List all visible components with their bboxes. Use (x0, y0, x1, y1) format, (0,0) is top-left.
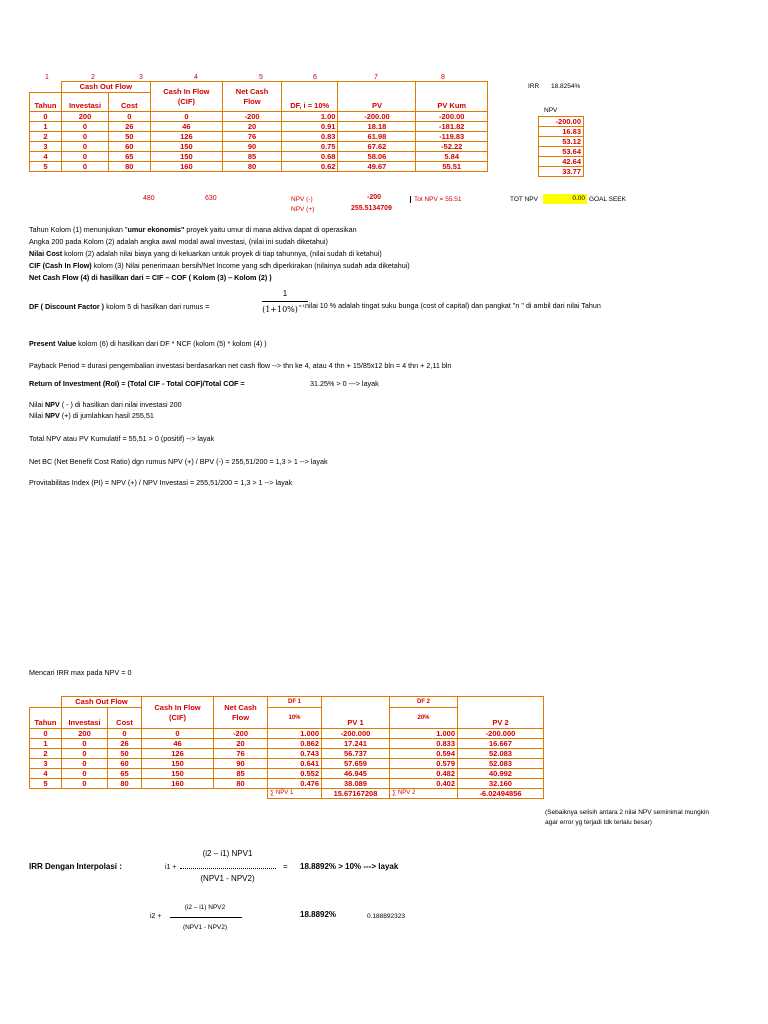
interp-bar-1 (180, 868, 276, 869)
df-exponent: n-1 (299, 303, 305, 308)
text-nilai-cost: Nilai Cost kolom (2) adalah nilai biaya yang di keluarkan untuk proyek di tiap tahunnya, (nilai sudah di ketahui) (29, 249, 382, 258)
table-row: -200.00 (539, 117, 584, 127)
header-cost: Cost (108, 93, 150, 112)
tot-npv-label: TOT NPV (510, 196, 538, 203)
text-angka-200: Angka 200 pada Kolom (2) adalah angka awal modal awal investasi, (nilai ini sudah diketahui) (29, 237, 328, 246)
table-row: 16.83 (539, 127, 584, 137)
table-row: 3 0 60 150 90 0.641 57.659 0.579 52.083 (30, 759, 544, 769)
header-pv-kum: PV Kum (416, 82, 488, 112)
text-npv-neg: Nilai NPV ( - ) di hasilkan dari nilai investasi 200 (29, 400, 182, 409)
npv-pos-value: 255.5134709 (351, 205, 392, 212)
col-number-2: 2 (91, 74, 95, 81)
header-cash-out-flow: Cash Out Flow (62, 697, 142, 708)
header-investasi: Investasi (62, 708, 108, 729)
interp-eq-1: = (283, 862, 288, 871)
interp-raw-2: 0.188892323 (367, 913, 405, 920)
investment-table (29, 81, 488, 172)
irr-value: 18.8254% (551, 83, 581, 90)
header-df2-rate: 20% (390, 708, 458, 729)
text-present-value: Present Value kolom (6) di hasilkan dari DF * NCF (kolom (5) * kolom (4) ) (29, 339, 267, 348)
table-row: 2 0 50 126 76 0.83 61.98 -119.83 (30, 132, 488, 142)
text-tahun: Tahun Kolom (1) menunjukan "umur ekonomis" proyek yaitu umur di mana aktiva dapat di operasikan (29, 225, 357, 234)
table-row: 53.12 (539, 137, 584, 147)
i2-term: i2 + (150, 913, 162, 920)
text-df-explain: nilai 10 % adalah tingat suku bunga (cost of capital) dan pangkat "n " di ambil dari nilai Tahun (305, 301, 601, 310)
col-number-7: 7 (374, 74, 378, 81)
sum-npv1-label: ∑ NPV 1 (268, 789, 322, 799)
table-row: 1 0 26 46 20 0.862 17.241 0.833 16.667 (30, 739, 544, 749)
col-number-4: 4 (194, 74, 198, 81)
tot-npv-value[interactable]: 0.00 (543, 194, 587, 204)
header-df2: DF 2 (390, 697, 458, 708)
table-row: 2 0 50 126 76 0.743 56.737 0.594 52.083 (30, 749, 544, 759)
goal-seek-label: GOAL SEEK (589, 196, 626, 203)
sum-npv1-value: 15.67167208 (322, 789, 390, 799)
text-pi: Provitabilitas Index (PI) = NPV (+) / NPV Investasi = 255,51/200 = 1,3 > 1 --> layak (29, 478, 293, 487)
header-investasi: Investasi (62, 93, 109, 112)
text-net-bc: Net BC (Net Benefit Cost Ratio) dgn rumus NPV (+) / BPV (-) = 255,51/200 = 1,3 > 1 --> layak (29, 457, 328, 466)
npv-side-table (538, 116, 584, 177)
header-pv1: PV 1 (322, 697, 390, 729)
header-df: DF, i = 10% (281, 82, 338, 112)
sum-npv2-label: ∑ NPV 2 (390, 789, 458, 799)
npv-label: NPV (544, 107, 558, 114)
interp-den-1: (NPV1 - NPV2) (200, 874, 255, 883)
text-df: DF ( Discount Factor ) kolom 5 di hasilkan dari rumus = (29, 302, 210, 311)
table-row: 5 0 80 160 80 0.476 38.089 0.402 32.160 (30, 779, 544, 789)
text-roi: Return of Investment (RoI) = (Total CIF - Total COF)/Total COF = (29, 379, 245, 388)
table-row: 0 200 0 0 -200 1.00 -200.00 -200.00 (30, 112, 488, 122)
sum-cif: 630 (205, 195, 217, 202)
header-tahun: Tahun (30, 708, 62, 729)
interp-result-2: 18.8892% (300, 910, 337, 919)
table-row: 33.77 (539, 167, 584, 177)
tot-npv-note: Tot NPV = 55.51 (410, 196, 462, 203)
table-row: 4 0 65 150 85 0.68 58.06 5.84 (30, 152, 488, 162)
col-number-1: 1 (45, 74, 49, 81)
interp-den-2: (NPV1 - NPV2) (182, 924, 228, 931)
header-pv: PV (338, 82, 416, 112)
df-fraction-bar (262, 301, 308, 302)
table-row: 4 0 65 150 85 0.552 46.945 0.482 40.992 (30, 769, 544, 779)
table-row: 0 200 0 0 -200 1.000 -200.000 1.000 -200.000 (30, 729, 544, 739)
interp-bar-2 (170, 917, 242, 918)
text-payback: Payback Period = durasi pengembalian investasi berdasarkan net cash flow --> thn ke 4, atau 4 thn + 15/85x12 bln = 4 thn + 2,11 bln (29, 361, 452, 370)
text-total-npv: Total NPV atau PV Kumulatif = 55,51 > 0 (positif) --> layak (29, 434, 215, 443)
interp-num-1: (i2 – i1) NPV1 (202, 849, 253, 858)
col-number-6: 6 (313, 74, 317, 81)
npv-pos-label: NPV (+) (291, 206, 315, 213)
header-tahun: Tahun (30, 93, 62, 112)
irr-table (29, 696, 544, 799)
header-cash-out-flow: Cash Out Flow (62, 82, 151, 93)
header-cif: Cash In Flow (CIF) (150, 82, 223, 112)
interp-num-2: (i2 – i1) NPV2 (184, 904, 226, 911)
npv-neg-value: -200 (367, 194, 382, 201)
table-row: 42.64 (539, 157, 584, 167)
text-roi-result: 31.25% > 0 ---> layak (310, 379, 379, 388)
header-pv2: PV 2 (458, 697, 544, 729)
text-npv-pos: Nilai NPV (+) di jumlahkan hasil 255,51 (29, 411, 154, 420)
text-net-cash-flow: Net Cash Flow (4) di hasilkan dari = CIF – COF ( Kolom (3) – Kolom (2) ) (29, 273, 272, 282)
note-line-2: agar error yg terjadi tdk terlalu besar) (545, 819, 652, 826)
header-net-cash-flow: Net Cash Flow (223, 82, 282, 112)
sum-cost: 480 (143, 195, 155, 202)
col-number-5: 5 (259, 74, 263, 81)
sum-npv2-value: -6.02494856 (458, 789, 544, 799)
irr-label: IRR (528, 83, 540, 90)
table-row: 53.64 (539, 147, 584, 157)
header-df1: DF 1 (268, 697, 322, 708)
table-row-sum (30, 789, 544, 799)
irr-interp-label: IRR Dengan Interpolasi : (29, 862, 122, 871)
header-net-cash-flow: Net Cash Flow (214, 697, 268, 729)
table-row: 3 0 60 150 90 0.75 67.62 -52.22 (30, 142, 488, 152)
text-cif: CIF (Cash In Flow) kolom (3) Nilai penerimaan bersih/Net Income yang sdh diperkirakan (nilainya sudah ada diketahui) (29, 261, 410, 270)
table-row: 5 0 80 160 80 0.62 49.67 55.51 (30, 162, 488, 172)
npv-neg-label: NPV (-) (291, 196, 313, 203)
i1-term: i1 + (165, 864, 177, 871)
df-denominator: (1+10%) (262, 305, 298, 314)
header-cost: Cost (108, 708, 142, 729)
table-row: 1 0 26 46 20 0.91 18.18 -181.82 (30, 122, 488, 132)
text-mencari-irr: Mencari IRR max pada NPV = 0 (29, 668, 132, 677)
col-number-3: 3 (139, 74, 143, 81)
note-line-1: (Sebaiknya selisih antara 2 nilai NPV seminimal mungkin (545, 809, 710, 816)
interp-result-1: 18.8892% > 10% ---> layak (300, 862, 399, 871)
col-number-8: 8 (441, 74, 445, 81)
header-cif: Cash In Flow (CIF) (142, 697, 214, 729)
header-df1-rate: 10% (268, 708, 322, 729)
df-numerator: 1 (282, 289, 288, 298)
